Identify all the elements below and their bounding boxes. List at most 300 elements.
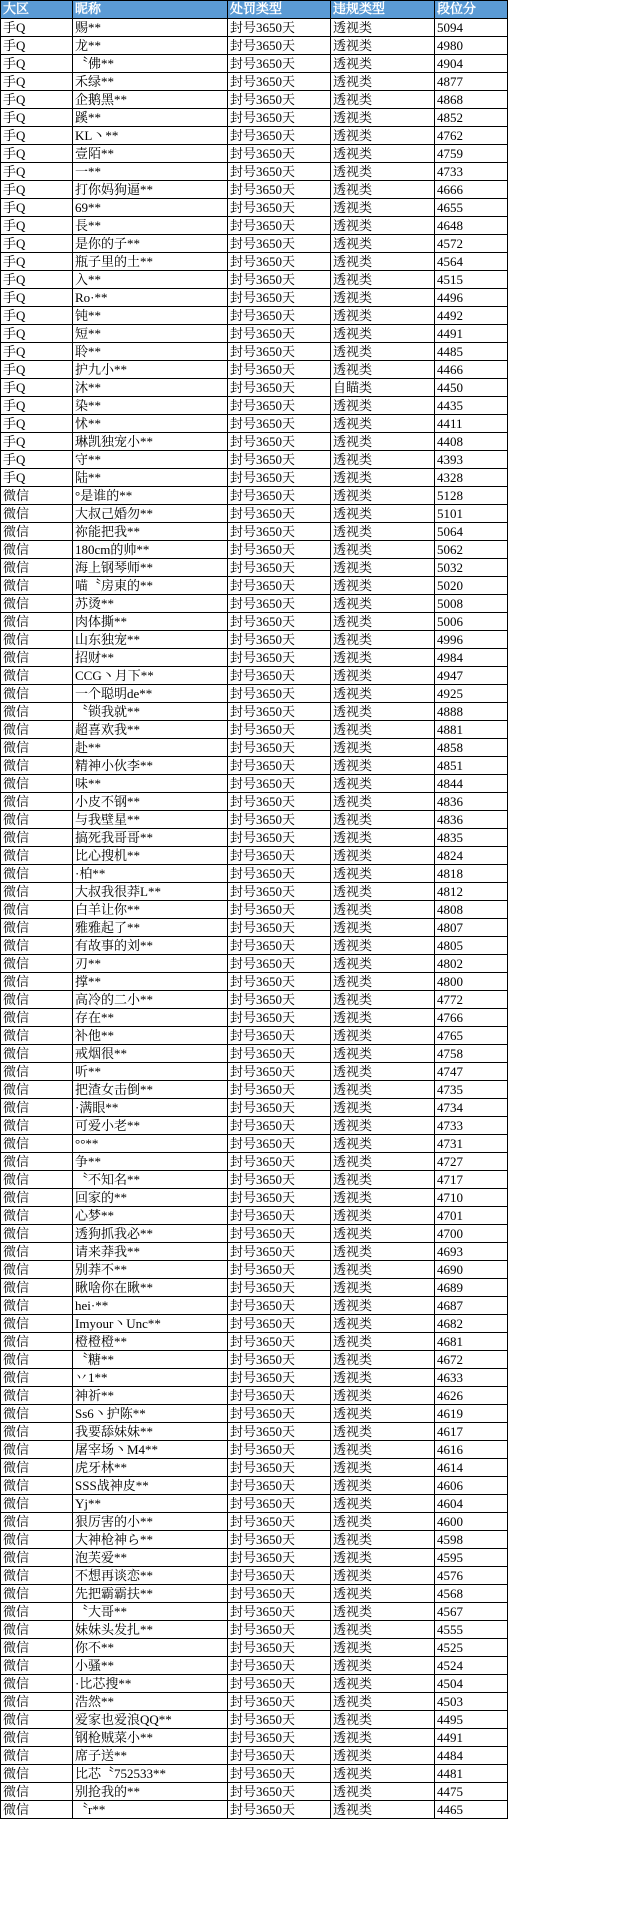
cell-region: 手Q: [1, 307, 73, 325]
cell-violation-type: 透视类: [331, 883, 435, 901]
cell-rank-score: 4758: [435, 1045, 508, 1063]
cell-penalty-type: 封号3650天: [228, 1459, 331, 1477]
cell-penalty-type: 封号3650天: [228, 1783, 331, 1801]
cell-nickname: ·柏**: [73, 865, 228, 883]
table-row: [1, 1207, 508, 1225]
cell-nickname: 招财**: [73, 649, 228, 667]
cell-rank-score: 4600: [435, 1513, 508, 1531]
cell-rank-score: 4701: [435, 1207, 508, 1225]
cell-violation-type: 透视类: [331, 145, 435, 163]
cell-region: 微信: [1, 1315, 73, 1333]
cell-nickname: 〝锁我就**: [73, 703, 228, 721]
cell-nickname: 〝佛**: [73, 55, 228, 73]
cell-rank-score: 4881: [435, 721, 508, 739]
cell-rank-score: 4617: [435, 1423, 508, 1441]
cell-region: 微信: [1, 811, 73, 829]
cell-region: 微信: [1, 1261, 73, 1279]
cell-region: 微信: [1, 487, 73, 505]
table-row: [1, 127, 508, 145]
table-row: [1, 685, 508, 703]
table-row: [1, 1009, 508, 1027]
cell-rank-score: 4576: [435, 1567, 508, 1585]
table-row: [1, 1189, 508, 1207]
table-row: [1, 1585, 508, 1603]
cell-region: 手Q: [1, 145, 73, 163]
cell-rank-score: 4606: [435, 1477, 508, 1495]
table-row: [1, 145, 508, 163]
cell-region: 微信: [1, 577, 73, 595]
cell-violation-type: 透视类: [331, 1315, 435, 1333]
cell-rank-score: 4765: [435, 1027, 508, 1045]
cell-violation-type: 透视类: [331, 1495, 435, 1513]
cell-region: 微信: [1, 1297, 73, 1315]
table-row: [1, 1243, 508, 1261]
cell-rank-score: 4485: [435, 343, 508, 361]
table-row: [1, 19, 508, 37]
cell-violation-type: 透视类: [331, 253, 435, 271]
cell-region: 微信: [1, 1657, 73, 1675]
cell-nickname: 爱家也爱浪QQ**: [73, 1711, 228, 1729]
cell-penalty-type: 封号3650天: [228, 973, 331, 991]
cell-nickname: 沐**: [73, 379, 228, 397]
table-row: [1, 55, 508, 73]
cell-rank-score: 4733: [435, 1117, 508, 1135]
cell-violation-type: 透视类: [331, 109, 435, 127]
cell-nickname: 打你妈狗逼**: [73, 181, 228, 199]
cell-region: 微信: [1, 793, 73, 811]
cell-rank-score: 4759: [435, 145, 508, 163]
cell-region: 微信: [1, 685, 73, 703]
cell-region: 手Q: [1, 127, 73, 145]
table-row: [1, 703, 508, 721]
table-row: [1, 667, 508, 685]
cell-penalty-type: 封号3650天: [228, 343, 331, 361]
cell-nickname: 席子送**: [73, 1747, 228, 1765]
cell-nickname: 我要舔妹妹**: [73, 1423, 228, 1441]
cell-nickname: 丷1**: [73, 1369, 228, 1387]
cell-rank-score: 5128: [435, 487, 508, 505]
cell-violation-type: 透视类: [331, 955, 435, 973]
cell-nickname: Ro·**: [73, 289, 228, 307]
table-row: [1, 37, 508, 55]
cell-region: 微信: [1, 1189, 73, 1207]
cell-rank-score: 4735: [435, 1081, 508, 1099]
cell-penalty-type: 封号3650天: [228, 1297, 331, 1315]
cell-violation-type: 透视类: [331, 73, 435, 91]
table-row: [1, 1441, 508, 1459]
cell-violation-type: 透视类: [331, 937, 435, 955]
cell-rank-score: 4731: [435, 1135, 508, 1153]
cell-penalty-type: 封号3650天: [228, 1765, 331, 1783]
cell-nickname: 小皮不钢**: [73, 793, 228, 811]
cell-violation-type: 透视类: [331, 1261, 435, 1279]
cell-nickname: 〝r**: [73, 1801, 228, 1819]
cell-rank-score: 4491: [435, 1729, 508, 1747]
cell-region: 微信: [1, 703, 73, 721]
table-row: [1, 757, 508, 775]
cell-rank-score: 4888: [435, 703, 508, 721]
cell-violation-type: 透视类: [331, 1567, 435, 1585]
cell-violation-type: 透视类: [331, 1441, 435, 1459]
table-row: [1, 235, 508, 253]
cell-rank-score: 4595: [435, 1549, 508, 1567]
cell-rank-score: 4465: [435, 1801, 508, 1819]
cell-rank-score: 5032: [435, 559, 508, 577]
cell-region: 手Q: [1, 19, 73, 37]
cell-penalty-type: 封号3650天: [228, 1801, 331, 1819]
table-row: [1, 1135, 508, 1153]
cell-region: 手Q: [1, 361, 73, 379]
cell-nickname: 听**: [73, 1063, 228, 1081]
cell-region: 微信: [1, 541, 73, 559]
cell-rank-score: 4734: [435, 1099, 508, 1117]
cell-penalty-type: 封号3650天: [228, 271, 331, 289]
cell-nickname: KL丶**: [73, 127, 228, 145]
cell-nickname: 把渣女击倒**: [73, 1081, 228, 1099]
table-row: [1, 1657, 508, 1675]
table-row: [1, 1351, 508, 1369]
cell-rank-score: 4700: [435, 1225, 508, 1243]
cell-rank-score: 4772: [435, 991, 508, 1009]
table-row: [1, 1045, 508, 1063]
cell-nickname: Imyour丶Unc**: [73, 1315, 228, 1333]
cell-nickname: 泡芙爱**: [73, 1549, 228, 1567]
cell-region: 手Q: [1, 163, 73, 181]
cell-penalty-type: 封号3650天: [228, 955, 331, 973]
cell-violation-type: 透视类: [331, 1531, 435, 1549]
cell-region: 微信: [1, 1585, 73, 1603]
table-row: [1, 883, 508, 901]
cell-rank-score: 4568: [435, 1585, 508, 1603]
cell-penalty-type: 封号3650天: [228, 1729, 331, 1747]
cell-nickname: 赴**: [73, 739, 228, 757]
table-row: [1, 109, 508, 127]
table-row: [1, 1801, 508, 1819]
cell-penalty-type: 封号3650天: [228, 1153, 331, 1171]
cell-penalty-type: 封号3650天: [228, 19, 331, 37]
cell-nickname: °°**: [73, 1135, 228, 1153]
table-row: [1, 793, 508, 811]
cell-nickname: 搞死我哥哥**: [73, 829, 228, 847]
cell-violation-type: 透视类: [331, 1513, 435, 1531]
cell-violation-type: 透视类: [331, 1171, 435, 1189]
cell-penalty-type: 封号3650天: [228, 217, 331, 235]
cell-nickname: 大叔我很莽L**: [73, 883, 228, 901]
cell-penalty-type: 封号3650天: [228, 37, 331, 55]
cell-region: 微信: [1, 1081, 73, 1099]
cell-violation-type: 透视类: [331, 1099, 435, 1117]
cell-rank-score: 4567: [435, 1603, 508, 1621]
cell-region: 手Q: [1, 37, 73, 55]
table-row: [1, 433, 508, 451]
cell-violation-type: 透视类: [331, 415, 435, 433]
cell-penalty-type: 封号3650天: [228, 1351, 331, 1369]
cell-region: 微信: [1, 955, 73, 973]
cell-nickname: 怵**: [73, 415, 228, 433]
cell-violation-type: 透视类: [331, 1009, 435, 1027]
cell-region: 手Q: [1, 55, 73, 73]
cell-rank-score: 4690: [435, 1261, 508, 1279]
cell-nickname: 与我壁星**: [73, 811, 228, 829]
table-row: [1, 1675, 508, 1693]
cell-rank-score: 4484: [435, 1747, 508, 1765]
cell-rank-score: 4807: [435, 919, 508, 937]
cell-penalty-type: 封号3650天: [228, 1603, 331, 1621]
cell-nickname: 是你的子**: [73, 235, 228, 253]
cell-nickname: 你不**: [73, 1639, 228, 1657]
table-row: [1, 91, 508, 109]
cell-rank-score: 4980: [435, 37, 508, 55]
cell-rank-score: 4495: [435, 1711, 508, 1729]
cell-nickname: 高冷的二小**: [73, 991, 228, 1009]
header-region: 大区: [1, 1, 73, 19]
table-row: [1, 559, 508, 577]
table-row: [1, 397, 508, 415]
cell-nickname: 守**: [73, 451, 228, 469]
cell-nickname: hei·**: [73, 1297, 228, 1315]
cell-region: 微信: [1, 1747, 73, 1765]
cell-penalty-type: 封号3650天: [228, 829, 331, 847]
table-row: [1, 1603, 508, 1621]
cell-nickname: 雅雅起了**: [73, 919, 228, 937]
cell-violation-type: 透视类: [331, 1063, 435, 1081]
cell-rank-score: 4555: [435, 1621, 508, 1639]
cell-region: 手Q: [1, 343, 73, 361]
cell-region: 微信: [1, 631, 73, 649]
table-row: [1, 1405, 508, 1423]
cell-violation-type: 透视类: [331, 1675, 435, 1693]
table-row: [1, 1333, 508, 1351]
cell-nickname: 回家的**: [73, 1189, 228, 1207]
cell-rank-score: 4766: [435, 1009, 508, 1027]
cell-penalty-type: 封号3650天: [228, 1081, 331, 1099]
cell-violation-type: 透视类: [331, 613, 435, 631]
cell-violation-type: 透视类: [331, 1027, 435, 1045]
cell-rank-score: 4466: [435, 361, 508, 379]
cell-penalty-type: 封号3650天: [228, 1243, 331, 1261]
cell-rank-score: 4851: [435, 757, 508, 775]
cell-violation-type: 透视类: [331, 1783, 435, 1801]
cell-nickname: 禾绿**: [73, 73, 228, 91]
cell-rank-score: 4616: [435, 1441, 508, 1459]
cell-rank-score: 4687: [435, 1297, 508, 1315]
cell-nickname: 白羊让你**: [73, 901, 228, 919]
cell-region: 微信: [1, 667, 73, 685]
cell-penalty-type: 封号3650天: [228, 109, 331, 127]
header-row: [1, 1, 508, 19]
cell-violation-type: 透视类: [331, 1585, 435, 1603]
cell-penalty-type: 封号3650天: [228, 1441, 331, 1459]
cell-nickname: 陆**: [73, 469, 228, 487]
cell-penalty-type: 封号3650天: [228, 1117, 331, 1135]
table-row: [1, 1459, 508, 1477]
table-row: [1, 1567, 508, 1585]
cell-nickname: 心梦**: [73, 1207, 228, 1225]
cell-violation-type: 透视类: [331, 757, 435, 775]
cell-penalty-type: 封号3650天: [228, 235, 331, 253]
cell-nickname: 蹊**: [73, 109, 228, 127]
cell-region: 微信: [1, 1243, 73, 1261]
cell-nickname: 精神小伙李**: [73, 757, 228, 775]
table-row: [1, 1153, 508, 1171]
cell-rank-score: 4800: [435, 973, 508, 991]
cell-rank-score: 4805: [435, 937, 508, 955]
cell-violation-type: 透视类: [331, 595, 435, 613]
cell-penalty-type: 封号3650天: [228, 631, 331, 649]
cell-violation-type: 透视类: [331, 775, 435, 793]
cell-region: 手Q: [1, 235, 73, 253]
cell-region: 微信: [1, 937, 73, 955]
cell-nickname: 琳凯独宠小**: [73, 433, 228, 451]
cell-rank-score: 4408: [435, 433, 508, 451]
cell-violation-type: 透视类: [331, 559, 435, 577]
cell-nickname: 别抢我的**: [73, 1783, 228, 1801]
cell-rank-score: 4727: [435, 1153, 508, 1171]
cell-penalty-type: 封号3650天: [228, 1711, 331, 1729]
cell-violation-type: 透视类: [331, 1603, 435, 1621]
cell-penalty-type: 封号3650天: [228, 991, 331, 1009]
cell-violation-type: 透视类: [331, 1549, 435, 1567]
cell-penalty-type: 封号3650天: [228, 1045, 331, 1063]
cell-rank-score: 4492: [435, 307, 508, 325]
cell-nickname: 大神枪神ら**: [73, 1531, 228, 1549]
cell-violation-type: 透视类: [331, 1729, 435, 1747]
cell-region: 微信: [1, 559, 73, 577]
table-row: [1, 1729, 508, 1747]
cell-penalty-type: 封号3650天: [228, 1189, 331, 1207]
header-penalty-type: 处罚类型: [228, 1, 331, 19]
cell-penalty-type: 封号3650天: [228, 199, 331, 217]
cell-nickname: 喵〝房東的**: [73, 577, 228, 595]
cell-rank-score: 4858: [435, 739, 508, 757]
cell-region: 微信: [1, 1135, 73, 1153]
table-row: [1, 307, 508, 325]
cell-violation-type: 透视类: [331, 721, 435, 739]
cell-penalty-type: 封号3650天: [228, 1315, 331, 1333]
cell-rank-score: 5101: [435, 505, 508, 523]
cell-region: 微信: [1, 1099, 73, 1117]
cell-rank-score: 4626: [435, 1387, 508, 1405]
cell-rank-score: 4689: [435, 1279, 508, 1297]
cell-nickname: 一**: [73, 163, 228, 181]
cell-region: 微信: [1, 1675, 73, 1693]
table-row: [1, 1261, 508, 1279]
cell-region: 微信: [1, 757, 73, 775]
table-row: [1, 865, 508, 883]
cell-rank-score: 4710: [435, 1189, 508, 1207]
cell-nickname: °是谁的**: [73, 487, 228, 505]
cell-violation-type: 透视类: [331, 451, 435, 469]
cell-region: 微信: [1, 1567, 73, 1585]
cell-violation-type: 透视类: [331, 1801, 435, 1819]
cell-nickname: 染**: [73, 397, 228, 415]
cell-penalty-type: 封号3650天: [228, 127, 331, 145]
cell-violation-type: 透视类: [331, 343, 435, 361]
table-row: [1, 775, 508, 793]
cell-penalty-type: 封号3650天: [228, 559, 331, 577]
cell-penalty-type: 封号3650天: [228, 1693, 331, 1711]
cell-region: 手Q: [1, 199, 73, 217]
cell-nickname: 比芯〝752533**: [73, 1765, 228, 1783]
cell-rank-score: 4435: [435, 397, 508, 415]
cell-rank-score: 4604: [435, 1495, 508, 1513]
cell-violation-type: 透视类: [331, 1225, 435, 1243]
cell-region: 微信: [1, 865, 73, 883]
cell-violation-type: 透视类: [331, 919, 435, 937]
cell-nickname: CCG丶月下**: [73, 667, 228, 685]
cell-rank-score: 4681: [435, 1333, 508, 1351]
table-row: [1, 577, 508, 595]
cell-nickname: 入**: [73, 271, 228, 289]
cell-rank-score: 5094: [435, 19, 508, 37]
cell-rank-score: 4802: [435, 955, 508, 973]
table-row: [1, 415, 508, 433]
cell-rank-score: 4614: [435, 1459, 508, 1477]
table-row: [1, 1315, 508, 1333]
cell-region: 手Q: [1, 433, 73, 451]
cell-violation-type: 透视类: [331, 1765, 435, 1783]
cell-violation-type: 透视类: [331, 181, 435, 199]
cell-region: 微信: [1, 1693, 73, 1711]
cell-violation-type: 透视类: [331, 127, 435, 145]
cell-rank-score: 4747: [435, 1063, 508, 1081]
cell-penalty-type: 封号3650天: [228, 811, 331, 829]
cell-rank-score: 4904: [435, 55, 508, 73]
cell-region: 手Q: [1, 181, 73, 199]
cell-violation-type: 透视类: [331, 307, 435, 325]
cell-rank-score: 4572: [435, 235, 508, 253]
cell-penalty-type: 封号3650天: [228, 1207, 331, 1225]
cell-violation-type: 透视类: [331, 865, 435, 883]
cell-penalty-type: 封号3650天: [228, 1675, 331, 1693]
cell-violation-type: 透视类: [331, 325, 435, 343]
cell-nickname: Ss6丶护陈**: [73, 1405, 228, 1423]
cell-violation-type: 透视类: [331, 1243, 435, 1261]
cell-violation-type: 透视类: [331, 469, 435, 487]
table-row: [1, 937, 508, 955]
cell-violation-type: 透视类: [331, 541, 435, 559]
cell-rank-score: 4411: [435, 415, 508, 433]
table-row: [1, 1081, 508, 1099]
cell-nickname: 赐**: [73, 19, 228, 37]
cell-rank-score: 4525: [435, 1639, 508, 1657]
cell-nickname: 有故事的刘**: [73, 937, 228, 955]
cell-nickname: 护九小**: [73, 361, 228, 379]
table-row: [1, 739, 508, 757]
cell-penalty-type: 封号3650天: [228, 1495, 331, 1513]
cell-rank-score: 4984: [435, 649, 508, 667]
cell-region: 微信: [1, 1621, 73, 1639]
cell-nickname: 〝大哥**: [73, 1603, 228, 1621]
cell-region: 微信: [1, 523, 73, 541]
cell-violation-type: 透视类: [331, 487, 435, 505]
cell-violation-type: 透视类: [331, 667, 435, 685]
table-row: [1, 217, 508, 235]
cell-penalty-type: 封号3650天: [228, 325, 331, 343]
cell-nickname: SSS战神皮**: [73, 1477, 228, 1495]
cell-rank-score: 5006: [435, 613, 508, 631]
cell-region: 微信: [1, 1117, 73, 1135]
cell-penalty-type: 封号3650天: [228, 181, 331, 199]
cell-nickname: 壹陌**: [73, 145, 228, 163]
cell-violation-type: 透视类: [331, 1369, 435, 1387]
cell-penalty-type: 封号3650天: [228, 1063, 331, 1081]
cell-violation-type: 透视类: [331, 91, 435, 109]
cell-nickname: 钝**: [73, 307, 228, 325]
table-row: [1, 361, 508, 379]
table-row: [1, 1621, 508, 1639]
cell-nickname: 瓶子里的土**: [73, 253, 228, 271]
